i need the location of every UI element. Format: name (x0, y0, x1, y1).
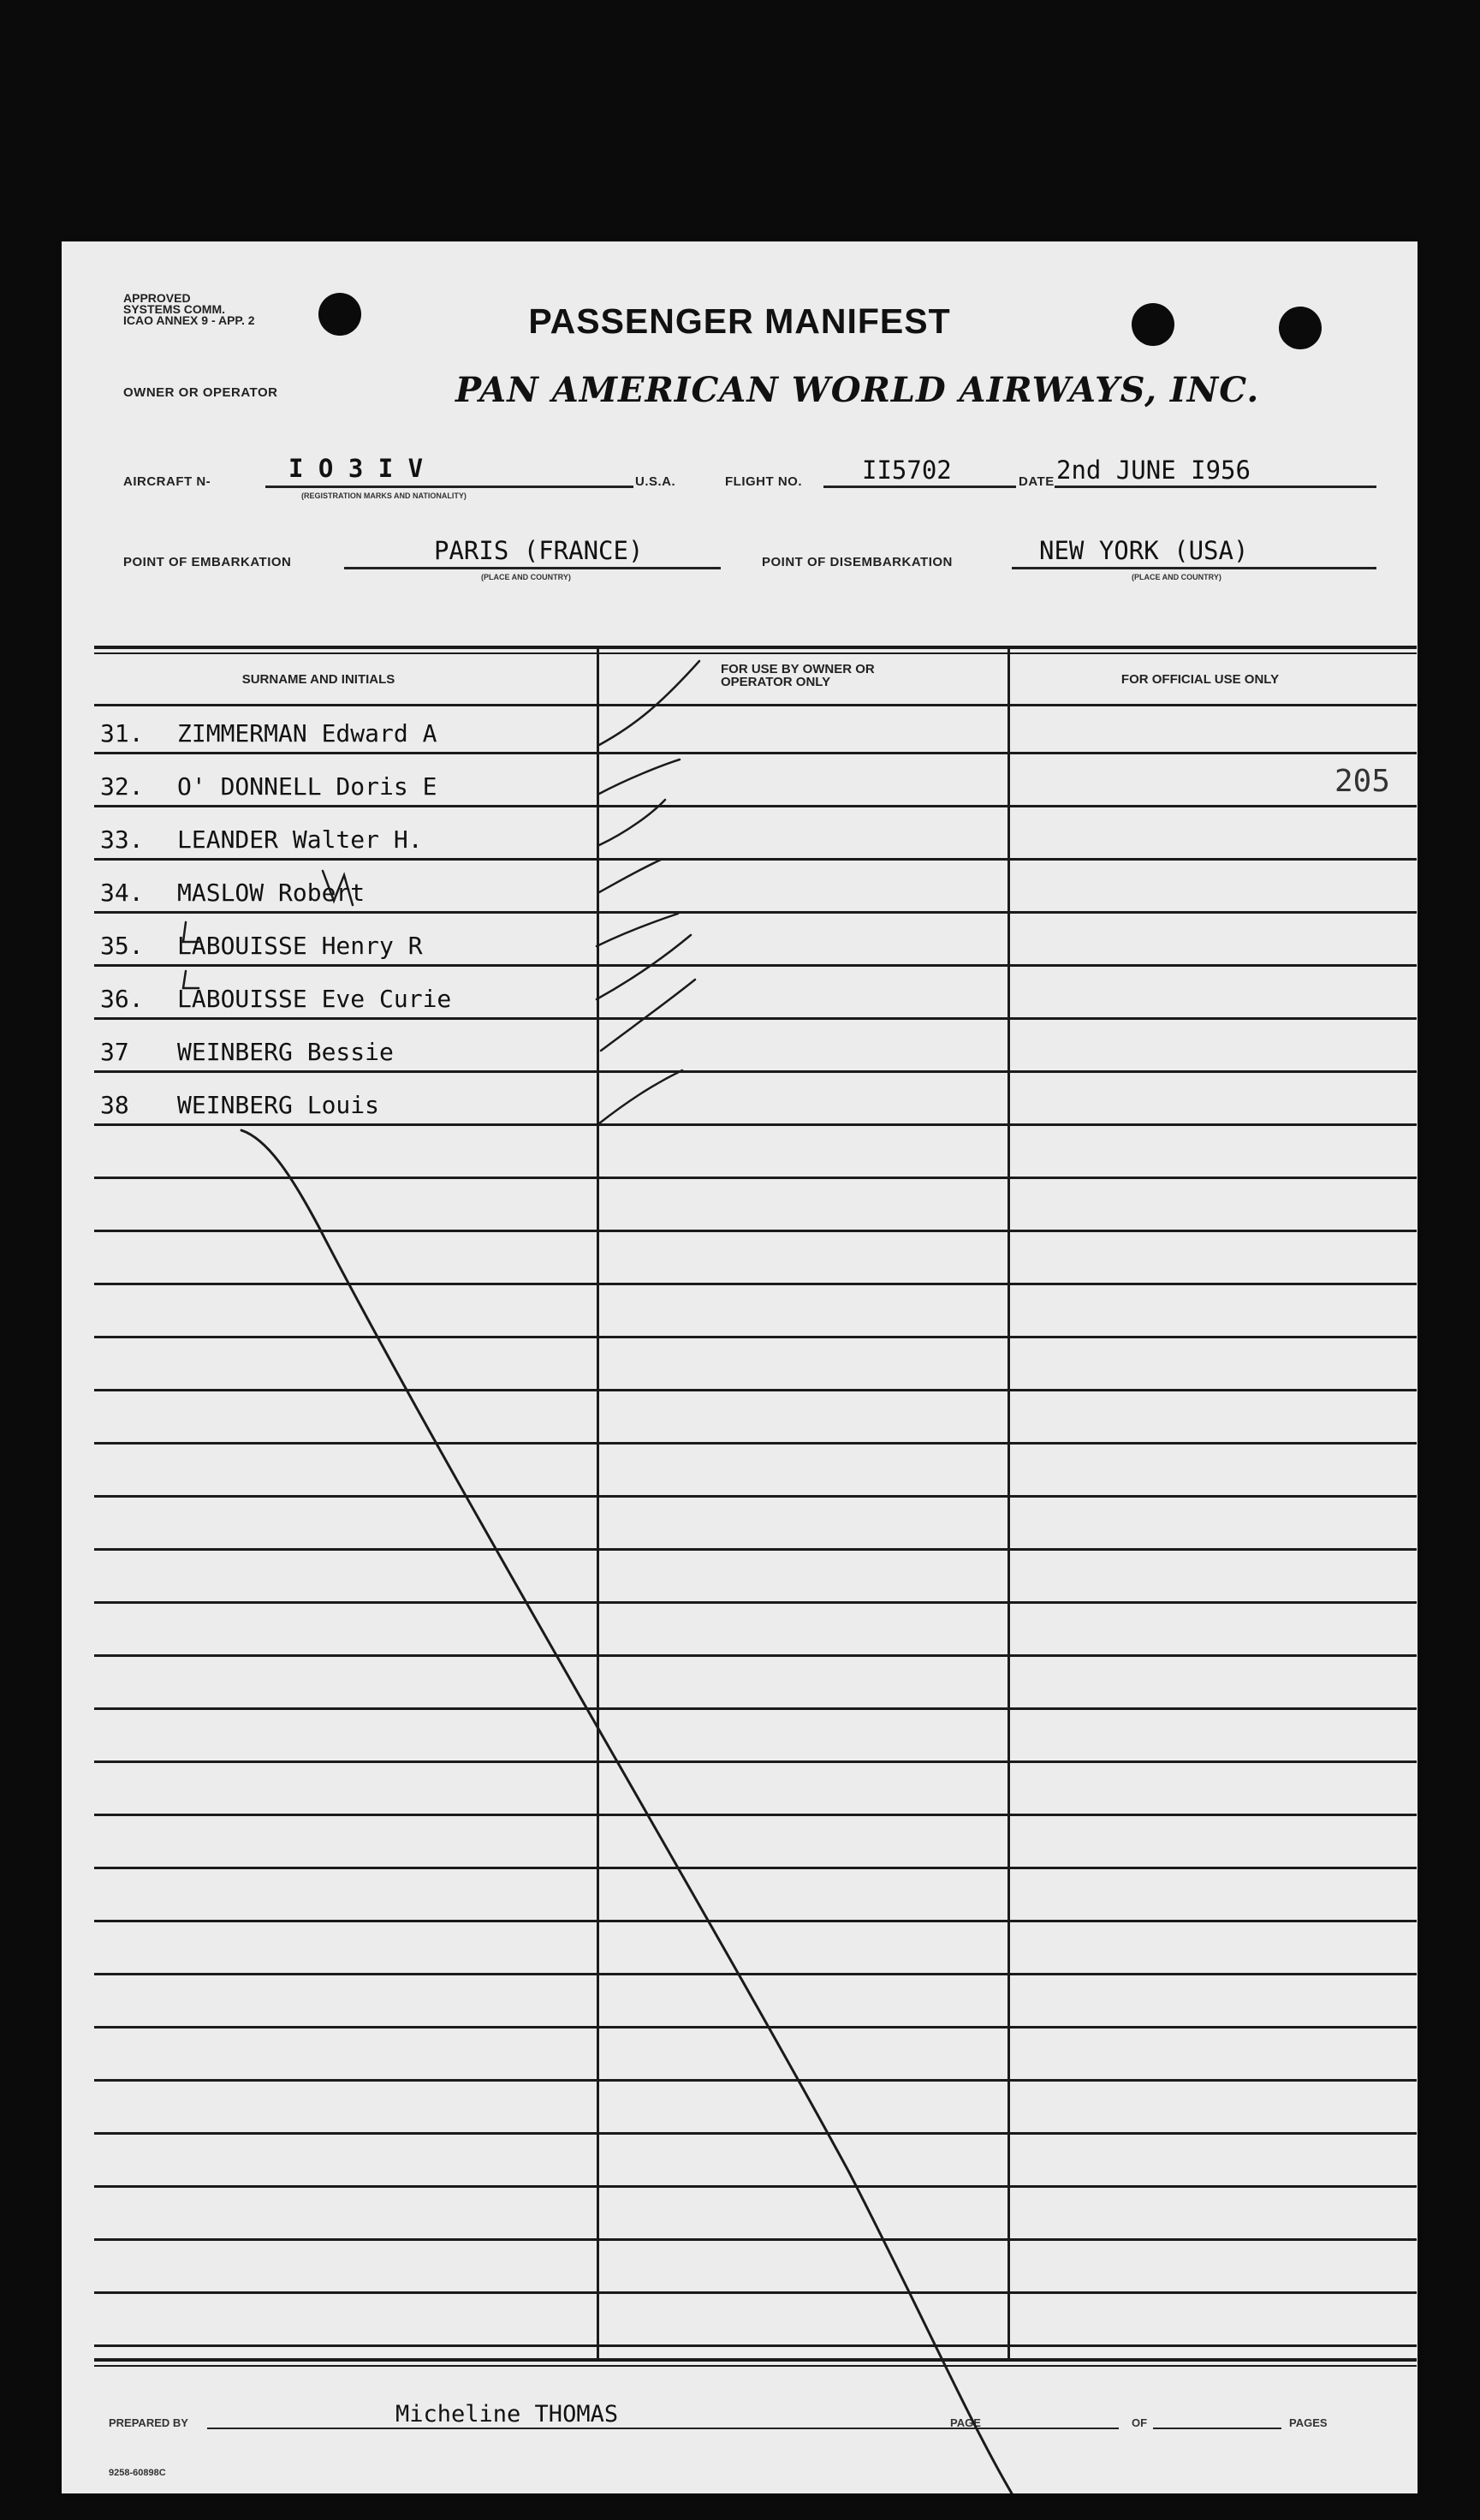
flight-label: FLIGHT NO. (725, 474, 802, 489)
passenger-name: O' DONNELL Doris E (177, 772, 437, 801)
registration-caption: (REGISTRATION MARKS AND NATIONALITY) (301, 491, 467, 500)
date-value: 2nd JUNE I956 (1056, 456, 1251, 485)
passenger-number: 36. (100, 985, 144, 1013)
check-mark-35 (597, 914, 678, 946)
country-label: U.S.A. (635, 474, 676, 489)
embarkation-label: POINT OF EMBARKATION (123, 555, 292, 569)
column-header-owner-use: FOR USE BY OWNER OR OPERATOR ONLY (721, 662, 875, 689)
passenger-number: 32. (100, 772, 144, 801)
check-mark-34 (599, 860, 661, 892)
official-annotation: 205 (1334, 764, 1391, 799)
aircraft-value: I O 3 I V (288, 454, 424, 483)
passenger-number: 35. (100, 932, 144, 960)
owner-label: OWNER OR OPERATOR (123, 385, 278, 400)
embarkation-caption: (PLACE AND COUNTRY) (481, 573, 571, 581)
passenger-number: 38 (100, 1091, 129, 1119)
disembarkation-caption: (PLACE AND COUNTRY) (1132, 573, 1221, 581)
check-mark-38 (599, 1070, 682, 1123)
column-header-surname: SURNAME AND INITIALS (241, 672, 395, 687)
column-header-official-use: FOR OFFICIAL USE ONLY (1120, 672, 1280, 687)
approval-note: APPROVED SYSTEMS COMM. ICAO ANNEX 9 - APP. 2 (123, 291, 255, 327)
passenger-name: LEANDER Walter H. (177, 825, 423, 854)
passenger-name: LABOUISSE Eve Curie (177, 985, 452, 1013)
check-mark-33 (599, 800, 665, 845)
disembarkation-label: POINT OF DISEMBARKATION (762, 555, 953, 569)
passenger-number: 31. (100, 719, 144, 748)
date-label: DATE (1019, 474, 1055, 489)
passenger-number: 37 (100, 1038, 129, 1066)
embarkation-value: PARIS (FRANCE) (434, 536, 644, 565)
check-mark-36 (597, 935, 691, 999)
check-mark-32 (599, 760, 680, 794)
flight-number: II5702 (862, 456, 952, 485)
prepared-by-value: Micheline THOMAS (395, 2401, 619, 2428)
pages-label: PAGES (1289, 2416, 1328, 2429)
check-mark-37 (601, 980, 695, 1051)
correction-mark-35 (183, 922, 199, 942)
passenger-name: WEINBERG Louis (177, 1091, 380, 1119)
owner-value: PAN AMERICAN WORLD AIRWAYS, INC. (455, 370, 1260, 410)
passenger-number: 33. (100, 825, 144, 854)
form-number: 9258-60898C (109, 2468, 166, 2478)
correction-mark-34 (323, 871, 353, 905)
of-label: OF (1132, 2416, 1148, 2429)
prepared-by-label: PREPARED BY (109, 2416, 188, 2429)
disembarkation-value: NEW YORK (USA) (1039, 536, 1249, 565)
correction-mark-36 (183, 971, 199, 988)
cross-out-line (241, 1130, 1012, 2493)
handwritten-marks (62, 241, 1418, 2493)
passenger-name: WEINBERG Bessie (177, 1038, 394, 1066)
check-mark-31 (599, 661, 699, 745)
passenger-name: ZIMMERMAN Edward A (177, 719, 437, 748)
aircraft-label: AIRCRAFT N- (123, 474, 211, 489)
page-title: PASSENGER MANIFEST (528, 301, 951, 341)
page-label: PAGE (950, 2416, 981, 2429)
manifest-sheet (62, 241, 1418, 2493)
passenger-name: LABOUISSE Henry R (177, 932, 423, 960)
passenger-name: MASLOW Robert (177, 879, 366, 907)
passenger-number: 34. (100, 879, 144, 907)
